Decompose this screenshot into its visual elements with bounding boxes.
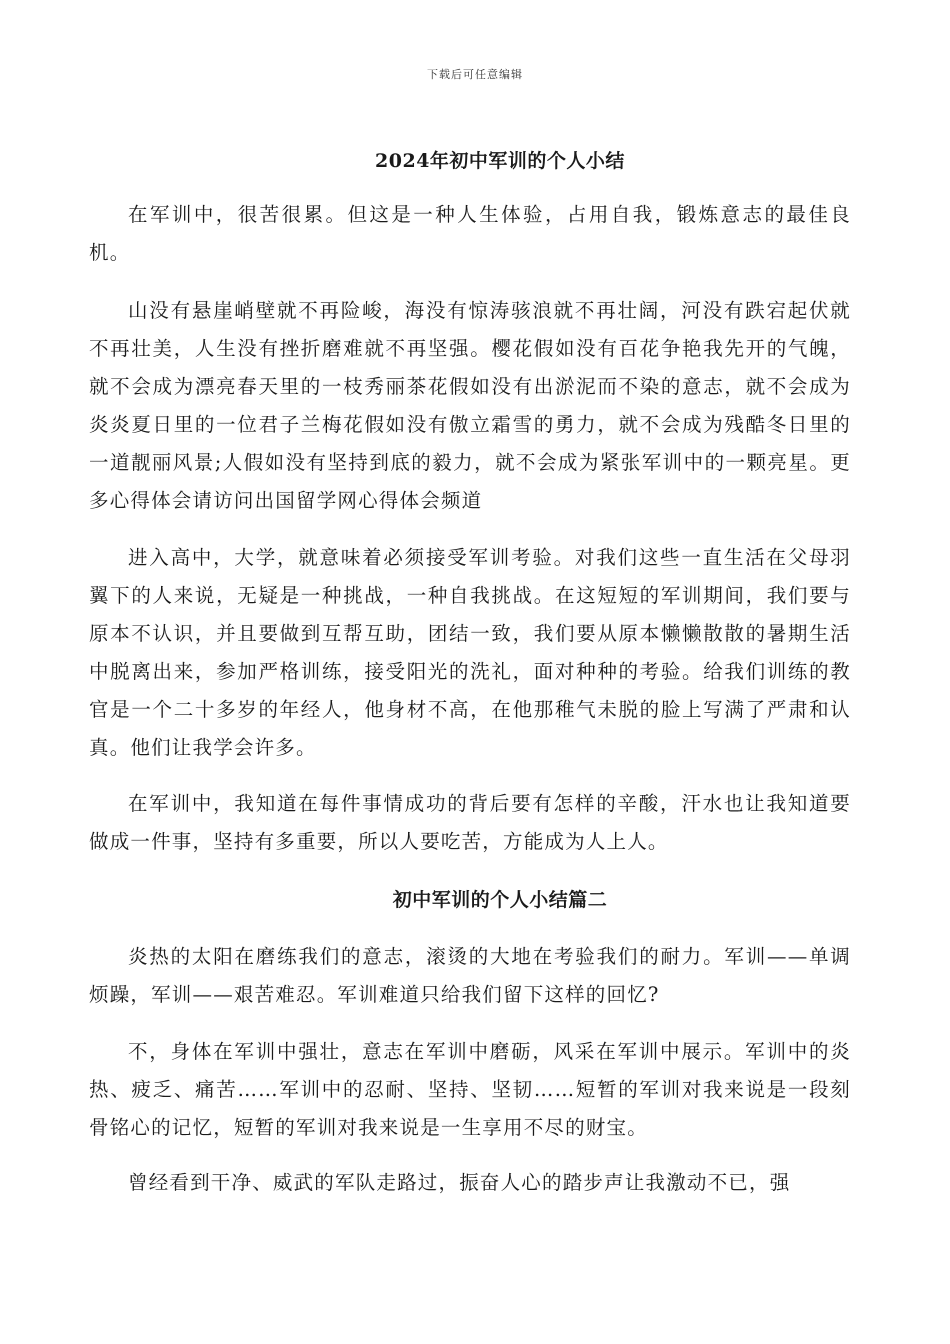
paragraph: 不，身体在军训中强壮，意志在军训中磨砺，风采在军训中展示。军训中的炎热、疲乏、痛苦……军训中的忍耐、坚持、坚韧……短暂的军训对我来说是一段刻骨铭心的记忆，短暂的军训对我来说是一生享用不尽的财宝。 — [89, 1040, 851, 1139]
section-title: 初中军训的个人小结篇二 — [392, 889, 608, 911]
paragraph: 在军训中，我知道在每件事情成功的背后要有怎样的辛酸，汗水也让我知道要做成一件事，坚持有多重要，所以人要吃苦，方能成为人上人。 — [89, 792, 851, 853]
header-note: 下载后可任意编辑 — [427, 68, 523, 81]
paragraph: 炎热的太阳在磨练我们的意志，滚烫的大地在考验我们的耐力。军训——单调烦躁，军训——艰苦难忍。军训难道只给我们留下这样的回忆? — [89, 945, 851, 1006]
paragraph: 在军训中，很苦很累。但这是一种人生体验，占用自我，锻炼意志的最佳良机。 — [89, 203, 851, 264]
paragraph: 山没有悬崖峭壁就不再险峻，海没有惊涛骇浪就不再壮阔，河没有跌宕起伏就不再壮美，人生没有挫折磨难就不再坚强。樱花假如没有百花争艳我先开的气魄，就不会成为漂亮春天里的一枝秀丽茶花假如没有出淤泥而不染的意志，就不会成为炎炎夏日里的一位君子兰梅花假如没有傲立霜雪的勇力，就不会成为残酷冬日里的一道靓丽风景;人假如没有坚持到底的毅力，就不会成为紧张军训中的一颗亮星。更多心得体会请访问出国留学网心得体会频道 — [89, 299, 851, 512]
document-title: 2024年初中军训的个人小结 — [375, 150, 625, 172]
paragraph: 进入高中，大学，就意味着必须接受军训考验。对我们这些一直生活在父母羽翼下的人来说，无疑是一种挑战，一种自我挑战。在这短短的军训期间，我们要与原本不认识，并且要做到互帮互助，团结一致，我们要从原本懒懒散散的暑期生活中脱离出来，参加严格训练，接受阳光的洗礼，面对种种的考验。给我们训练的教官是一个二十多岁的年经人，他身材不高，在他那稚气未脱的脸上写满了严肃和认真。他们让我学会许多。 — [89, 546, 851, 759]
paragraph: 曾经看到干净、威武的军队走路过，振奋人心的踏步声让我激动不已，强 — [128, 1171, 791, 1194]
